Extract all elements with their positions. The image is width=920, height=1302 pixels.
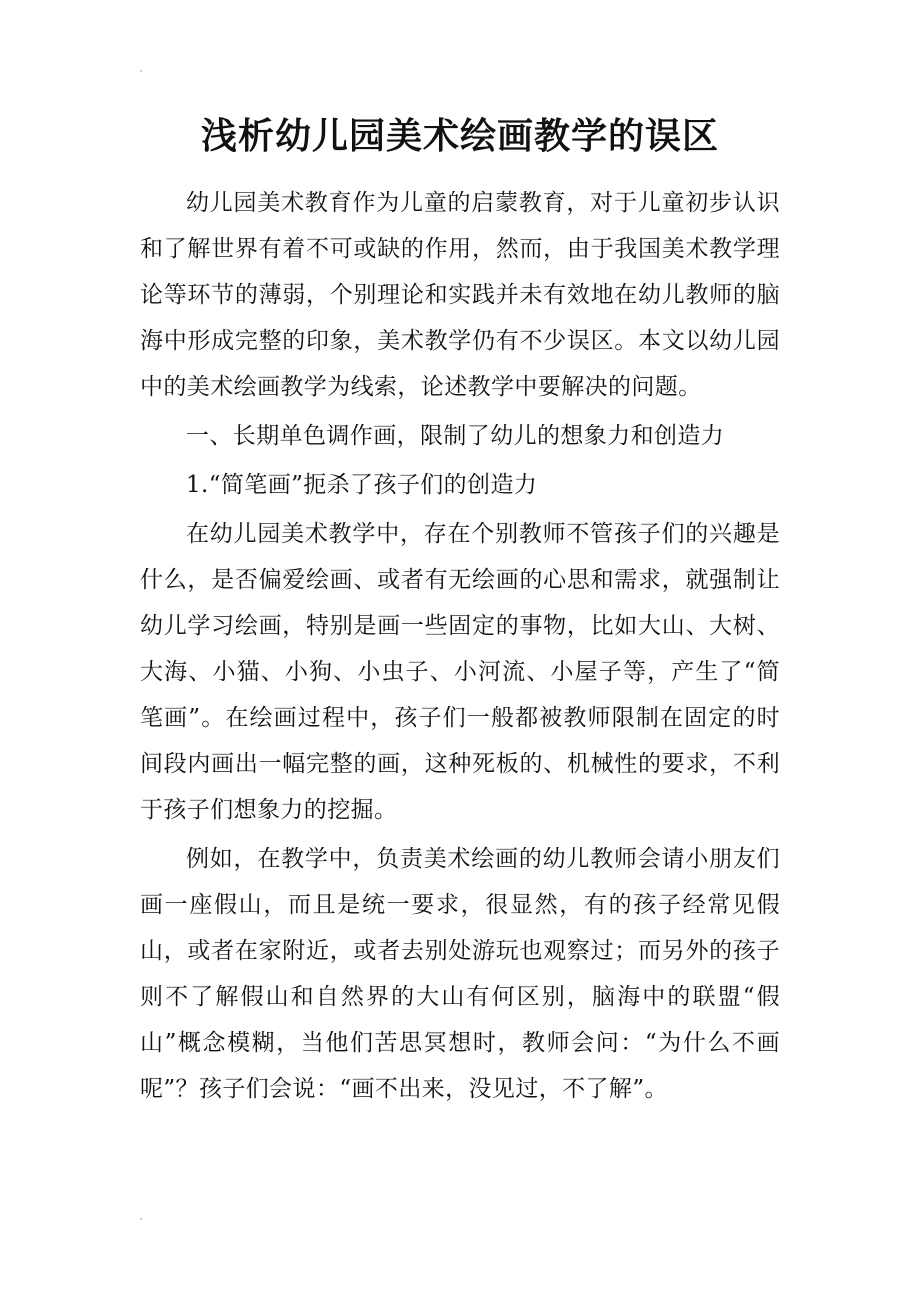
document-body (140, 180, 780, 1112)
document-title: 浅析幼儿园美术绘画教学的误区 (200, 115, 719, 157)
body-paragraph-2: 例如，在教学中，负责美术绘画的幼儿教师会请小朋友们画一座假山，而且是统一要求，很显然，有的孩子经常见假山，或者在家附近，或者去别处游玩也观察过；而另外的孩子则不了解假山和自然界的大山有何区别，脑海中的联盟“假山”概念模糊，当他们苦思冥想时，教师会问：“为什么不画呢”？孩子们会说：“画不出来，没见过，不了解”。 (140, 846, 780, 1102)
corner-mark-bottom-left (140, 1218, 142, 1220)
intro-paragraph: 幼儿园美术教育作为儿童的启蒙教育，对于儿童初步认识和了解世界有着不可或缺的作用，然而，由于我国美术教学理论等环节的薄弱，个别理论和实践并未有效地在幼儿教师的脑海中形成完整的印象，美术教学仍有不少误区。本文以幼儿园中的美术绘画教学为线索，论述教学中要解决的问题。 (140, 190, 780, 400)
subsection-heading-1-1: 1.“简笔画”扼杀了孩子们的创造力 (186, 472, 538, 498)
corner-mark-top-left (140, 70, 142, 72)
body-paragraph-1: 在幼儿园美术教学中，存在个别教师不管孩子们的兴趣是什么，是否偏爱绘画、或者有无绘画的心思和需求，就强制让幼儿学习绘画，特别是画一些固定的事物，比如大山、大树、大海、小猫、小狗、小虫子、小河流、小屋子等，产生了“简笔画”。在绘画过程中，孩子们一般都被教师限制在固定的时间段内画出一幅完整的画，这种死板的、机械性的要求，不利于孩子们想象力的挖掘。 (140, 521, 780, 823)
section-heading-1: 一、长期单色调作画，限制了幼儿的想象力和创造力 (186, 423, 725, 449)
